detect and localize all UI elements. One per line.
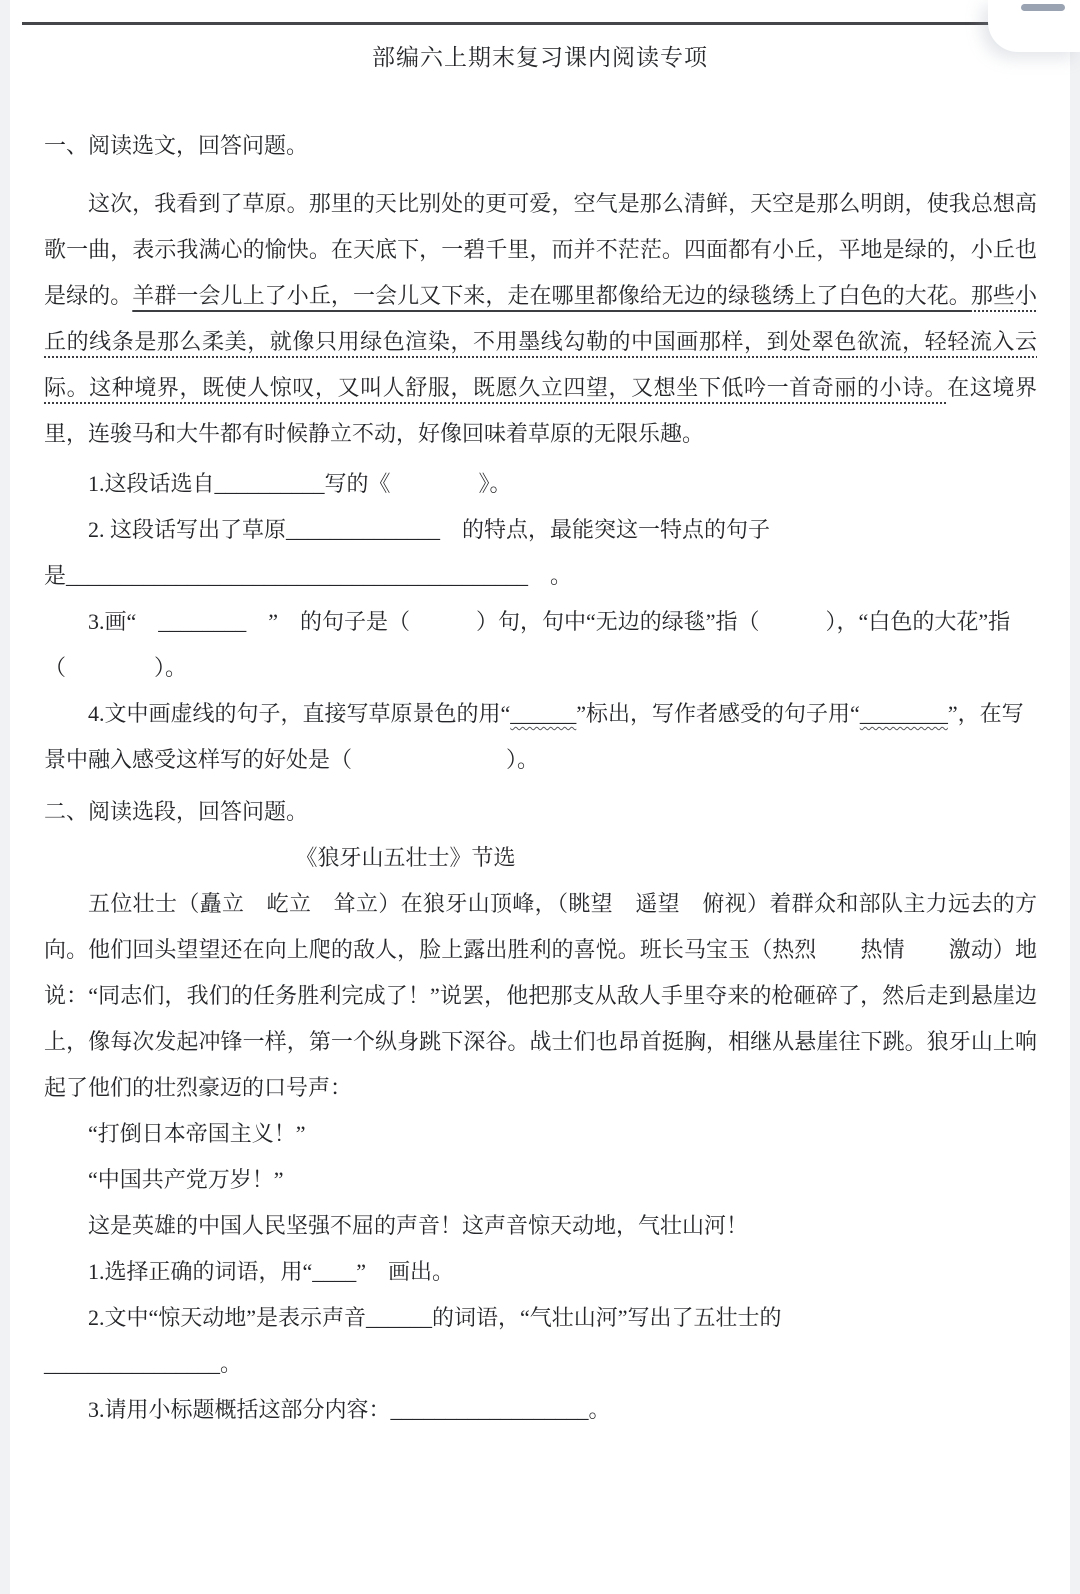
section2-heading: 二、阅读选段，回答问题。 <box>44 799 309 824</box>
section2-question-2-continuation: ________________。 <box>44 1351 243 1376</box>
section1-question-1: 1.这段话选自__________写的《 》。 <box>88 471 512 496</box>
section1-question-3: 3.画“ ________ ” 的句子是（ ）句，句中“无边的绿毯”指（ ），“白色的大花”指（ ）。 <box>44 609 1011 680</box>
passage1-text-dotted-underlined: 那些小丘的线条是那么柔美，就像只用绿色渲染，不用墨线勾勒的中国画那样，到处翠色欲流，轻轻流入云际。这种境界，既使人惊叹，又叫人舒服，既愿久立四望，又想坐下低吟一首奇丽的小诗。 <box>44 283 1037 400</box>
section1-question-2-continuation: 是__________________________________________ 。 <box>44 563 573 588</box>
section2-passage: 五位壮士（矗立 屹立 耸立）在狼牙山顶峰，（眺望 遥望 俯视）着群众和部队主力远去的方向。他们回头望望还在向上爬的敌人，脸上露出胜利的喜悦。班长马宝玉（热烈 热情 激动）地说：“同志们，我们的任务胜利完成了！”说罢，他把那支从敌人手里夺来的枪砸碎了，然后走到悬崖边上，像每次发起冲锋一样，第一个纵身跳下深谷。战士们也昂首挺胸，相继从悬崖往下跳。狼牙山上响起了他们的壮烈豪迈的口号声： <box>44 891 1037 1100</box>
q4-text: ”标出，写作者感受的句子用“ <box>576 701 860 726</box>
section2-slogan-2: “中国共产党万岁！” <box>88 1167 284 1192</box>
section2-closing-line: 这是英雄的中国人民坚强不屈的声音！这声音惊天动地，气壮山河！ <box>88 1213 749 1238</box>
top-divider-line <box>22 22 992 25</box>
minimize-handle-icon <box>1021 4 1065 11</box>
section1-question-2: 2. 这段话写出了草原______________ 的特点，最能突这一特点的句子 <box>88 517 771 542</box>
q4-text: ”，在写景中融入感受这样写的好处是（ ）。 <box>44 701 1024 772</box>
passage1-text-plain-start: 这次，我看到了草原。那里的天比别处的更可爱，空气是那么清鲜，天空是那么明朗，使我总想高歌一曲，表示我满心的愉快。在天底下，一碧千里，而并不茫茫。四面都有小丘，平地是绿的，小丘也是绿的。 <box>44 191 1037 308</box>
worksheet-page <box>10 0 1070 1594</box>
passage1-text-solid-underlined: 羊群一会儿上了小丘，一会儿又下来，走在哪里都像给无边的绿毯绣上了白色的大花。 <box>132 283 971 308</box>
passage1-text-plain-end: 在这境界里，连骏马和大牛都有时候静立不动，好像回味着草原的无限乐趣。 <box>44 375 1037 446</box>
q4-text: 4.文中画虚线的句子，直接写草原景色的用“ <box>88 701 511 726</box>
section2-slogan-1: “打倒日本帝国主义！” <box>88 1121 306 1146</box>
section2-question-2: 2.文中“惊天动地”是表示声音______的词语，“气壮山河”写出了五壮士的 <box>88 1305 782 1330</box>
section1-passage <box>44 181 1037 457</box>
section2-passage-title: 《狼牙山五壮士》节选 <box>295 845 516 870</box>
document-title: 部编六上期末复习课内阅读专项 <box>372 45 708 70</box>
q4-wavy-blank-2: ________ <box>859 701 948 726</box>
worksheet-content <box>10 123 1070 1433</box>
q4-wavy-blank-1: ______ <box>510 701 577 726</box>
floating-window-corner-button[interactable] <box>988 0 1080 52</box>
section1-heading: 一、阅读选文，回答问题。 <box>44 133 309 158</box>
section2-question-1: 1.选择正确的词语，用“____” 画出。 <box>88 1259 455 1284</box>
section1-question-4 <box>44 691 1037 783</box>
section2-question-3: 3.请用小标题概括这部分内容：__________________。 <box>88 1397 611 1422</box>
